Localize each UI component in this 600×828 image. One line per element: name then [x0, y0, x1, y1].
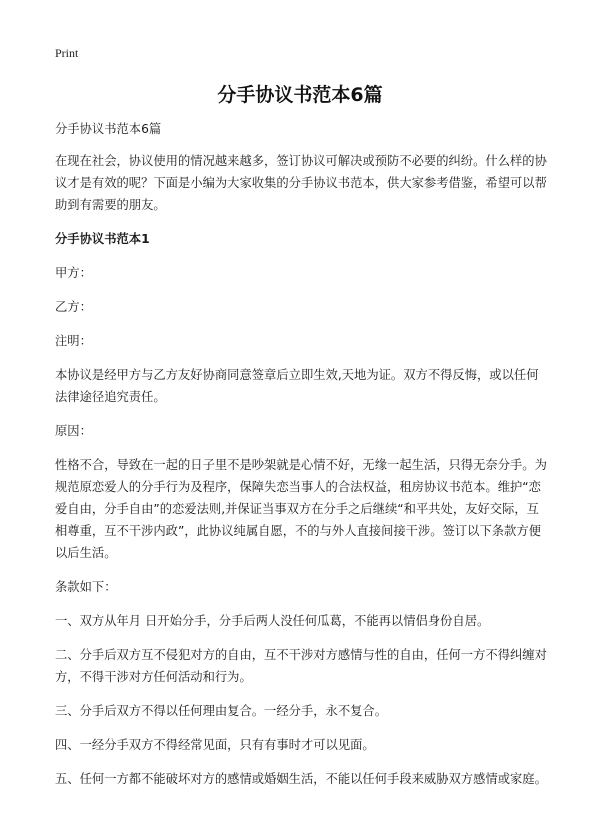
party-a-line: 甲方：: [55, 266, 92, 280]
terms-label: 条款如下：: [55, 580, 117, 594]
note-label: 注明：: [55, 334, 92, 348]
print-label: Print: [55, 46, 79, 60]
clause-5: 五、任何一方都不能破坏对方的感情或婚姻生活，不能以任何手段来威胁双方感情或家庭。: [55, 772, 547, 786]
document-title: 分手协议书范本6篇: [217, 84, 383, 106]
document-subtitle: 分手协议书范本6篇: [55, 122, 162, 136]
section-heading: 分手协议书范本1: [55, 232, 150, 246]
note-paragraph: 本协议是经甲方与乙方友好协商同意签章后立即生效,天地为证。双方不得反悔，或以任何法律途径追究责任。: [55, 368, 539, 404]
reason-label: 原因：: [55, 424, 92, 438]
clause-2: 二、分手后双方互不侵犯对方的自由，互不干涉对方感情与性的自由，任何一方不得纠缠对方，不得干涉对方任何活动和行为。: [55, 648, 547, 684]
clause-4: 四、一经分手双方不得经常见面，只有有事时才可以见面。: [55, 738, 375, 752]
document-body: [55, 118, 550, 802]
clause-1: 一、双方从年月 日开始分手，分手后两人没任何瓜葛，不能再以情侣身份自居。: [55, 614, 490, 628]
reason-paragraph: 性格不合，导致在一起的日子里不是吵架就是心情不好，无缘一起生活，只得无奈分手。为规范原恋爱人的分手行为及程序，保障失恋当事人的合法权益，租房协议书范本。维护“恋爱自由，分手自由”的恋爱法则,并保证当事双方在分手之后继续“和平共处，友好交际，互相尊重，互不干涉内政”，此协议纯属自愿，不的与外人直接间接干涉。签订以下条款方便以后生活。: [55, 458, 547, 560]
clause-3: 三、分手后双方不得以任何理由复合。一经分手，永不复合。: [55, 704, 388, 718]
intro-paragraph: 在现在社会，协议使用的情况越来越多，签订协议可解决或预防不必要的纠纷。什么样的协议才是有效的呢？下面是小编为大家收集的分手协议书范本，供大家参考借鉴，希望可以帮助到有需要的朋友。: [55, 154, 547, 212]
party-b-line: 乙方：: [55, 300, 92, 314]
